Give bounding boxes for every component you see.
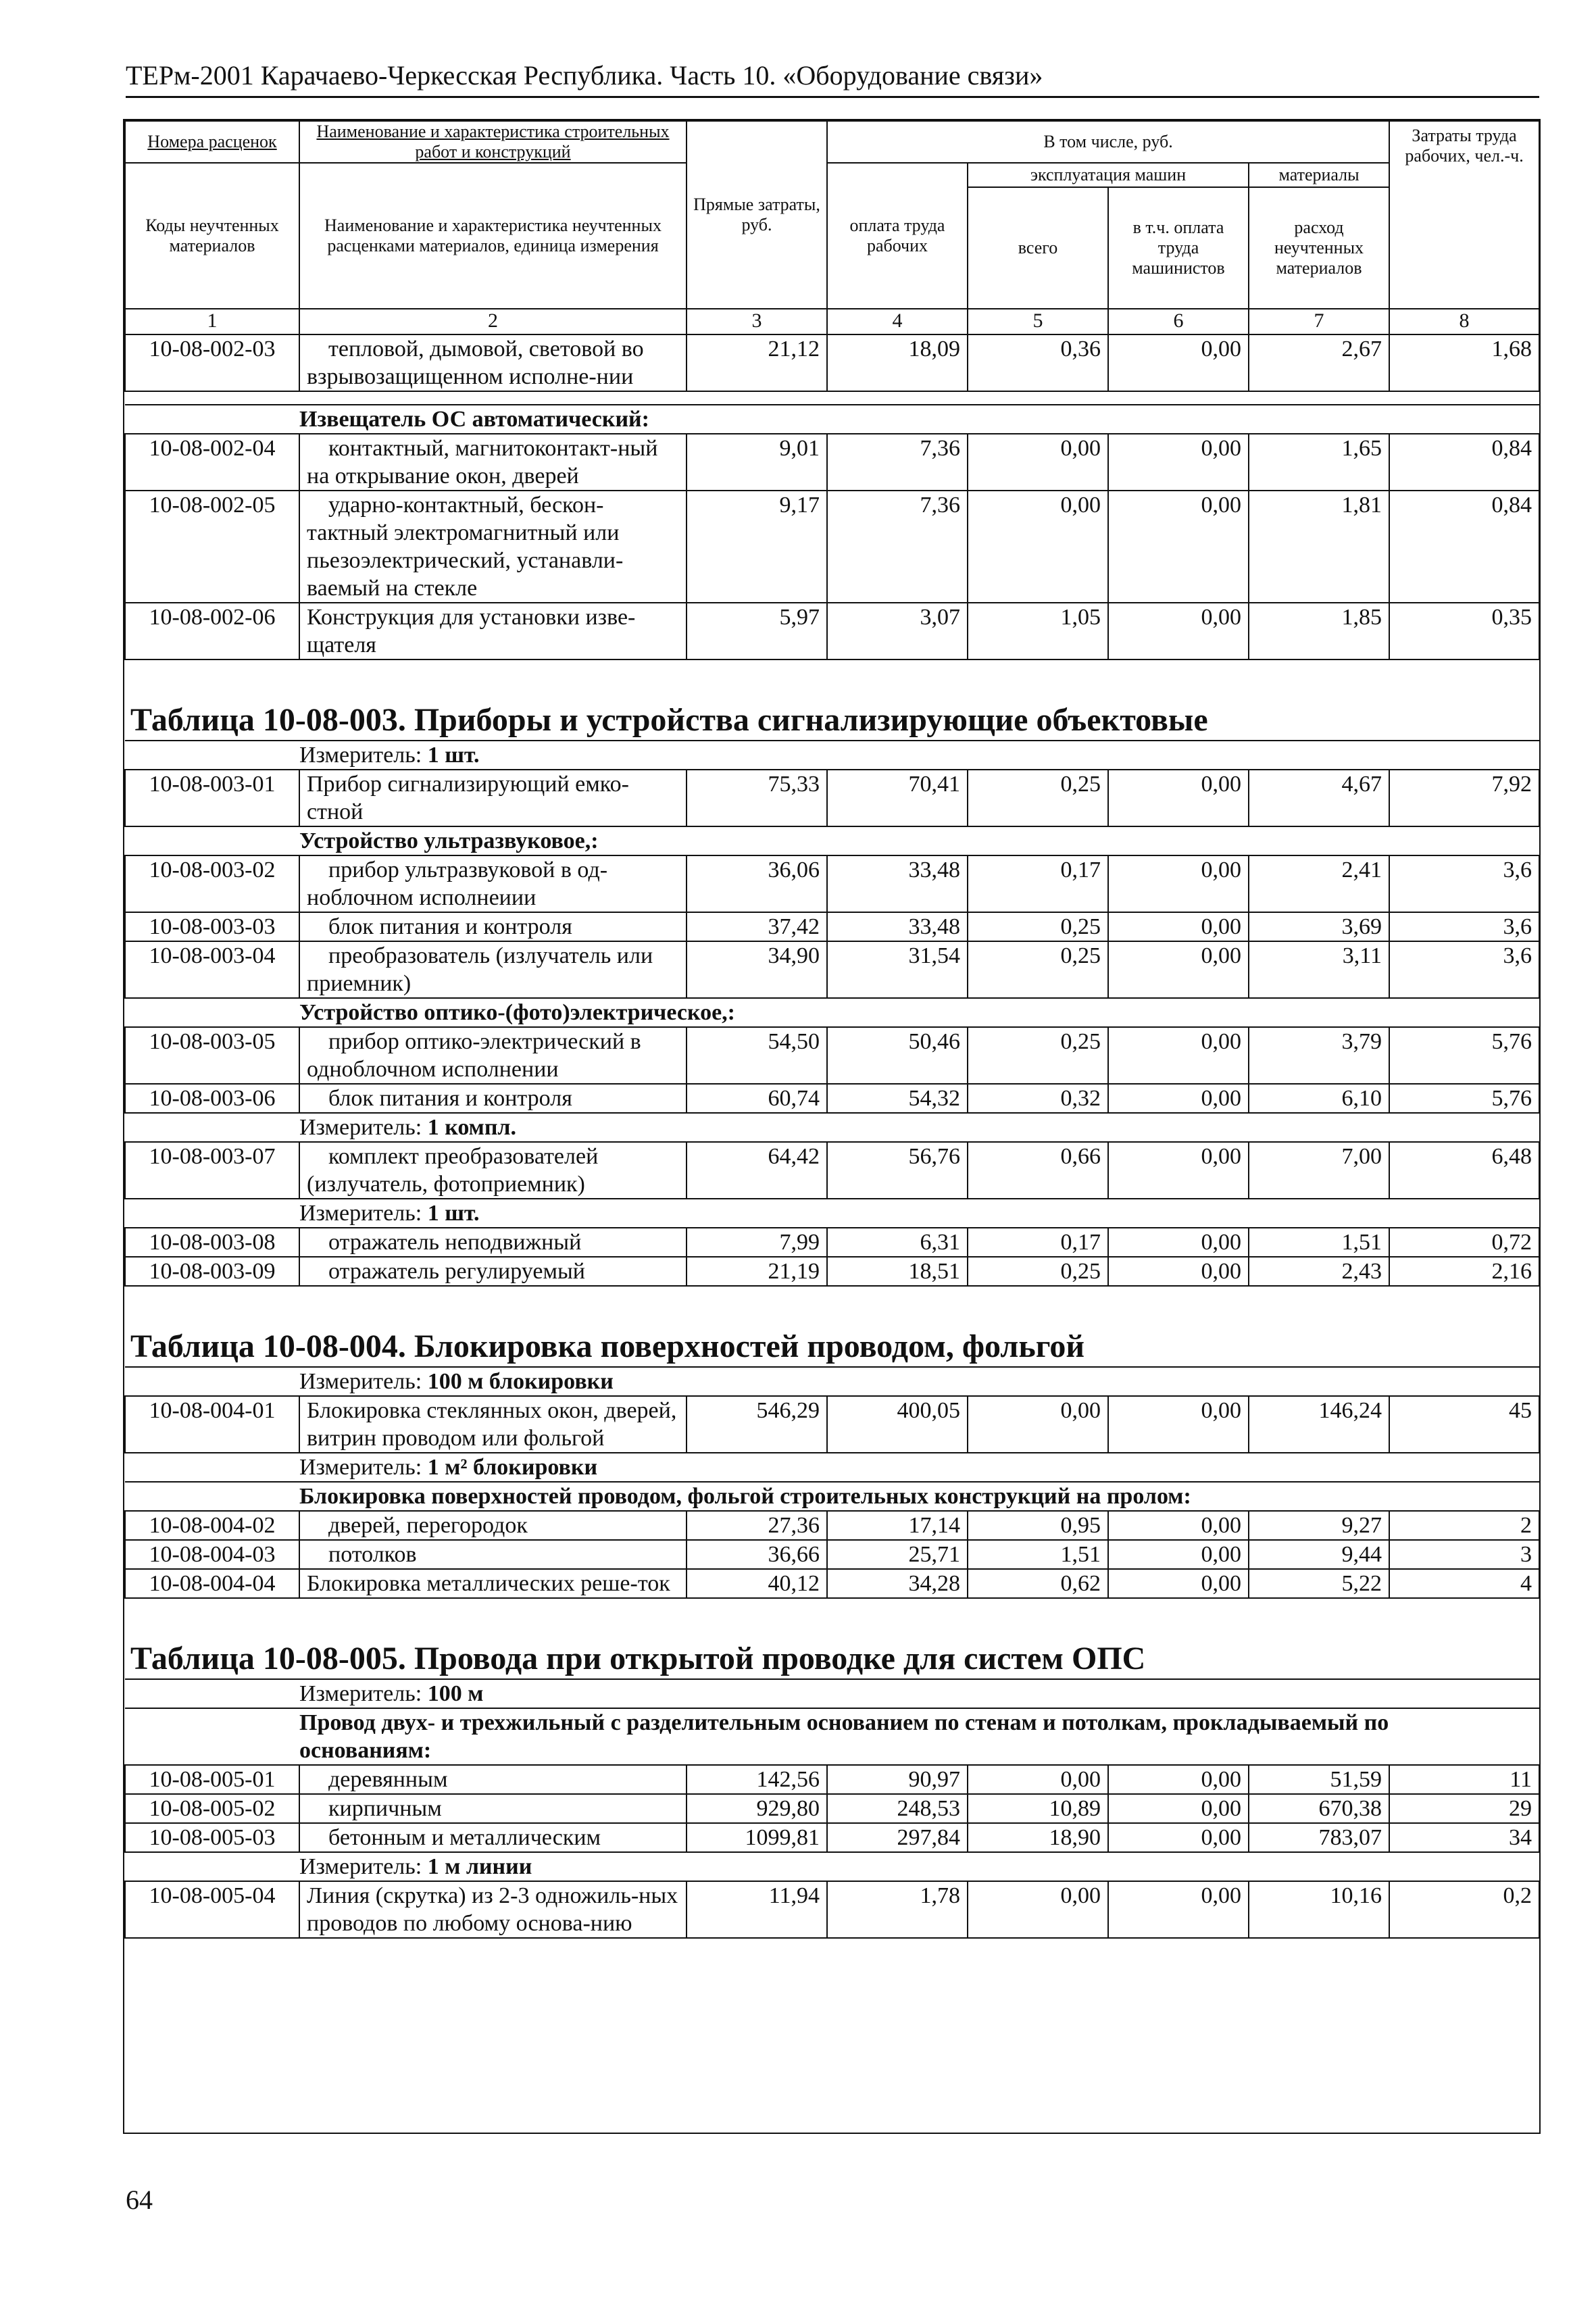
rate-name: дверей, перегородок [299,1511,687,1540]
col-num: 3 [687,309,827,334]
machinists: 0,00 [1108,1396,1249,1453]
rate-name: Прибор сигнализирующий емко-стной [299,770,687,826]
rate-name: комплект преобразователей (излучатель, фотоприемник) [299,1142,687,1199]
rate-code: 10-08-004-03 [125,1540,299,1569]
wages: 50,46 [827,1027,968,1084]
rate-code: 10-08-005-03 [125,1823,299,1852]
col-num: 5 [968,309,1108,334]
header-rule [126,96,1539,98]
subgroup-title: Устройство оптико-(фото)электрическое,: [125,998,1539,1027]
page-number: 64 [126,2185,153,2215]
col-vtch: в т.ч. оплата труда машинистов [1108,187,1249,309]
direct-costs: 9,17 [687,491,827,603]
direct-costs: 64,42 [687,1142,827,1199]
direct-costs: 36,66 [687,1540,827,1569]
rate-name: преобразователь (излучатель или приемник) [299,941,687,998]
table-row [125,912,1539,941]
measure: Измеритель: 1 м² блокировки [125,1453,1539,1482]
direct-costs: 546,29 [687,1396,827,1453]
machinists: 0,00 [1108,334,1249,391]
machinists: 0,00 [1108,1881,1249,1938]
table-row [125,1396,1539,1453]
machinists: 0,00 [1108,941,1249,998]
col-v-tom-chisle: В том числе, руб. [827,121,1389,163]
wages: 34,28 [827,1569,968,1598]
col-name-bottom: Наименование и характеристика неучтенных расценками материалов, единица измерения [299,163,687,309]
wages: 297,84 [827,1823,968,1852]
machines: 1,05 [968,603,1108,659]
machines: 0,00 [968,1765,1108,1794]
rate-code: 10-08-003-08 [125,1228,299,1257]
materials: 5,22 [1249,1569,1389,1598]
rate-name: прибор оптико-электрический в одноблочном исполнении [299,1027,687,1084]
wages: 3,07 [827,603,968,659]
materials: 783,07 [1249,1823,1389,1852]
section-row [125,1286,1539,1367]
rate-name: деревянным [299,1765,687,1794]
rate-code: 10-08-004-01 [125,1396,299,1453]
rate-name: Блокировка стеклянных окон, дверей, витрин проводом или фольгой [299,1396,687,1453]
labor: 11 [1389,1765,1539,1794]
table-row [125,1027,1539,1084]
labor: 5,76 [1389,1084,1539,1113]
materials: 2,67 [1249,334,1389,391]
table-row [125,1765,1539,1794]
table-row [125,770,1539,826]
section-row [125,659,1539,741]
labor: 5,76 [1389,1027,1539,1084]
direct-costs: 142,56 [687,1765,827,1794]
rate-code: 10-08-004-02 [125,1511,299,1540]
rate-code: 10-08-003-04 [125,941,299,998]
machinists: 0,00 [1108,491,1249,603]
rate-code: 10-08-002-05 [125,491,299,603]
materials: 146,24 [1249,1396,1389,1453]
wages: 25,71 [827,1540,968,1569]
wages: 18,09 [827,334,968,391]
materials: 1,85 [1249,603,1389,659]
subgroup-title: Устройство ультразвуковое,: [125,826,1539,855]
materials: 2,41 [1249,855,1389,912]
table-row [125,603,1539,659]
rate-name: Конструкция для установки изве-щателя [299,603,687,659]
machinists: 0,00 [1108,1540,1249,1569]
section-title: Таблица 10-08-004. Блокировка поверхностей проводом, фольгой [125,1286,1539,1367]
subgroup-row [125,405,1539,434]
wages: 1,78 [827,1881,968,1938]
section-row [125,1598,1539,1679]
col-name-top: Наименование и характеристика строительных работ и конструкций [299,121,687,163]
col-zatraty: Затраты труда рабочих, чел.-ч. [1389,121,1539,309]
materials: 1,81 [1249,491,1389,603]
labor: 34 [1389,1823,1539,1852]
col-kody: Коды неучтенных материалов [125,163,299,309]
labor: 0,72 [1389,1228,1539,1257]
machinists: 0,00 [1108,1257,1249,1286]
labor: 3,6 [1389,855,1539,912]
table-row [125,1540,1539,1569]
machines: 0,00 [968,491,1108,603]
materials: 7,00 [1249,1142,1389,1199]
labor: 0,2 [1389,1881,1539,1938]
col-nomera: Номера расценок [125,121,299,163]
table-row [125,941,1539,998]
measure: Измеритель: 1 шт. [125,1199,1539,1228]
rate-name: бетонным и металлическим [299,1823,687,1852]
machines: 0,25 [968,912,1108,941]
table-row [125,491,1539,603]
machines: 10,89 [968,1794,1108,1823]
machinists: 0,00 [1108,1569,1249,1598]
materials: 6,10 [1249,1084,1389,1113]
labor: 45 [1389,1396,1539,1453]
labor: 2,16 [1389,1257,1539,1286]
wages: 18,51 [827,1257,968,1286]
machines: 0,25 [968,770,1108,826]
machines: 0,00 [968,1881,1108,1938]
rate-name: прибор ультразвуковой в од-ноблочном исполнеиии [299,855,687,912]
machinists: 0,00 [1108,603,1249,659]
col-num: 2 [299,309,687,334]
col-num: 7 [1249,309,1389,334]
direct-costs: 40,12 [687,1569,827,1598]
rate-name: отражатель регулируемый [299,1257,687,1286]
labor: 3,6 [1389,941,1539,998]
table-row [125,1511,1539,1540]
rate-code: 10-08-003-09 [125,1257,299,1286]
rate-code: 10-08-003-03 [125,912,299,941]
materials: 670,38 [1249,1794,1389,1823]
table-row [125,1142,1539,1199]
page-header: ТЕРм-2001 Карачаево-Черкесская Республика. Часть 10. «Оборудование связи» [126,60,1043,91]
labor: 3 [1389,1540,1539,1569]
rate-code: 10-08-002-06 [125,603,299,659]
direct-costs: 34,90 [687,941,827,998]
wages: 7,36 [827,491,968,603]
direct-costs: 54,50 [687,1027,827,1084]
direct-costs: 36,06 [687,855,827,912]
machinists: 0,00 [1108,1228,1249,1257]
direct-costs: 11,94 [687,1881,827,1938]
rate-name: тепловой, дымовой, световой во взрывозащищенном исполне-нии [299,334,687,391]
rate-code: 10-08-003-02 [125,855,299,912]
materials: 9,44 [1249,1540,1389,1569]
labor: 1,68 [1389,334,1539,391]
rate-code: 10-08-002-03 [125,334,299,391]
table-row [125,1881,1539,1938]
machines: 0,62 [968,1569,1108,1598]
materials: 3,69 [1249,912,1389,941]
machinists: 0,00 [1108,1084,1249,1113]
machines: 0,00 [968,434,1108,491]
machines: 0,00 [968,1396,1108,1453]
measure-row [125,1852,1539,1881]
machines: 18,90 [968,1823,1108,1852]
section-title: Таблица 10-08-003. Приборы и устройства сигнализирующие объектовые [125,659,1539,741]
wages: 54,32 [827,1084,968,1113]
materials: 3,11 [1249,941,1389,998]
rate-code: 10-08-005-04 [125,1881,299,1938]
direct-costs: 27,36 [687,1511,827,1540]
machinists: 0,00 [1108,1823,1249,1852]
col-raskhod: расход неучтенных материалов [1249,187,1389,309]
machines: 0,25 [968,941,1108,998]
table-row [125,434,1539,491]
subgroup-row [125,826,1539,855]
direct-costs: 37,42 [687,912,827,941]
machinists: 0,00 [1108,1142,1249,1199]
col-num: 1 [125,309,299,334]
materials: 3,79 [1249,1027,1389,1084]
rate-name: блок питания и контроля [299,912,687,941]
labor: 29 [1389,1794,1539,1823]
table-row [125,1257,1539,1286]
rate-name: Линия (скрутка) из 2-3 одножиль-ных проводов по любому основа-нию [299,1881,687,1938]
machinists: 0,00 [1108,912,1249,941]
rate-name: кирпичным [299,1794,687,1823]
direct-costs: 75,33 [687,770,827,826]
materials: 1,51 [1249,1228,1389,1257]
machines: 0,25 [968,1027,1108,1084]
wages: 31,54 [827,941,968,998]
labor: 0,35 [1389,603,1539,659]
machinists: 0,00 [1108,855,1249,912]
machines: 0,66 [968,1142,1108,1199]
col-vsego: всего [968,187,1108,309]
rate-code: 10-08-002-04 [125,434,299,491]
col-num: 4 [827,309,968,334]
rate-code: 10-08-003-07 [125,1142,299,1199]
direct-costs: 60,74 [687,1084,827,1113]
direct-costs: 5,97 [687,603,827,659]
rate-name: блок питания и контроля [299,1084,687,1113]
measure: Измеритель: 100 м [125,1679,1539,1708]
measure-row [125,1113,1539,1142]
materials: 51,59 [1249,1765,1389,1794]
direct-costs: 21,12 [687,334,827,391]
subgroup-title: Извещатель ОС автоматический: [125,405,1539,434]
direct-costs: 1099,81 [687,1823,827,1852]
rate-name: ударно-контактный, бескон-тактный электромагнитный или пьезоэлектрический, устанавли-ваемый на стекле [299,491,687,603]
wages: 70,41 [827,770,968,826]
wages: 33,48 [827,855,968,912]
machinists: 0,00 [1108,770,1249,826]
col-pryamye: Прямые затраты, руб. [687,121,827,309]
machinists: 0,00 [1108,1511,1249,1540]
subgroup-title: Провод двух- и трехжильный с разделительным основанием по стенам и потолкам, прокладываемый по основаниям: [125,1708,1539,1765]
machines: 0,17 [968,855,1108,912]
rate-code: 10-08-003-01 [125,770,299,826]
wages: 400,05 [827,1396,968,1453]
section-title: Таблица 10-08-005. Провода при открытой проводке для систем ОПС [125,1598,1539,1679]
measure: Измеритель: 1 компл. [125,1113,1539,1142]
wages: 17,14 [827,1511,968,1540]
machinists: 0,00 [1108,1027,1249,1084]
direct-costs: 929,80 [687,1794,827,1823]
machines: 0,36 [968,334,1108,391]
subgroup-title: Блокировка поверхностей проводом, фольгой строительных конструкций на пролом: [125,1482,1539,1511]
measure-row [125,1453,1539,1482]
subgroup-row [125,1482,1539,1511]
machines: 0,32 [968,1084,1108,1113]
labor: 7,92 [1389,770,1539,826]
machines: 0,25 [968,1257,1108,1286]
measure: Измеритель: 100 м блокировки [125,1367,1539,1396]
wages: 90,97 [827,1765,968,1794]
rate-code: 10-08-003-05 [125,1027,299,1084]
measure-row [125,1679,1539,1708]
table-row [125,1794,1539,1823]
machinists: 0,00 [1108,1765,1249,1794]
table-row [125,1228,1539,1257]
direct-costs: 21,19 [687,1257,827,1286]
materials: 4,67 [1249,770,1389,826]
subgroup-row [125,998,1539,1027]
machinists: 0,00 [1108,434,1249,491]
machines: 1,51 [968,1540,1108,1569]
rate-name: потолков [299,1540,687,1569]
col-num: 8 [1389,309,1539,334]
measure-row [125,741,1539,770]
measure: Измеритель: 1 шт. [125,741,1539,770]
wages: 56,76 [827,1142,968,1199]
materials: 2,43 [1249,1257,1389,1286]
wages: 7,36 [827,434,968,491]
table-row [125,855,1539,912]
table-row [125,334,1539,391]
direct-costs: 9,01 [687,434,827,491]
col-materialy: материалы [1249,163,1389,187]
col-ekspl: эксплуатация машин [968,163,1249,187]
labor: 0,84 [1389,491,1539,603]
machines: 0,17 [968,1228,1108,1257]
rate-name: контактный, магнитоконтакт-ный на открывание окон, дверей [299,434,687,491]
col-num: 6 [1108,309,1249,334]
measure: Измеритель: 1 м линии [125,1852,1539,1881]
rates-table [123,119,1541,2134]
labor: 6,48 [1389,1142,1539,1199]
materials: 9,27 [1249,1511,1389,1540]
wages: 6,31 [827,1228,968,1257]
table-row [125,1823,1539,1852]
subgroup-row [125,1708,1539,1765]
labor: 2 [1389,1511,1539,1540]
labor: 3,6 [1389,912,1539,941]
labor: 4 [1389,1569,1539,1598]
rate-name: отражатель неподвижный [299,1228,687,1257]
materials: 10,16 [1249,1881,1389,1938]
machines: 0,95 [968,1511,1108,1540]
measure-row [125,1199,1539,1228]
rate-code: 10-08-005-01 [125,1765,299,1794]
labor: 0,84 [1389,434,1539,491]
wages: 248,53 [827,1794,968,1823]
rate-code: 10-08-004-04 [125,1569,299,1598]
materials: 1,65 [1249,434,1389,491]
direct-costs: 7,99 [687,1228,827,1257]
rate-name: Блокировка металлических реше-ток [299,1569,687,1598]
rate-code: 10-08-003-06 [125,1084,299,1113]
table-row [125,1084,1539,1113]
machinists: 0,00 [1108,1794,1249,1823]
rate-code: 10-08-005-02 [125,1794,299,1823]
col-oplata: оплата труда рабочих [827,163,968,309]
measure-row [125,1367,1539,1396]
table-row [125,1569,1539,1598]
wages: 33,48 [827,912,968,941]
